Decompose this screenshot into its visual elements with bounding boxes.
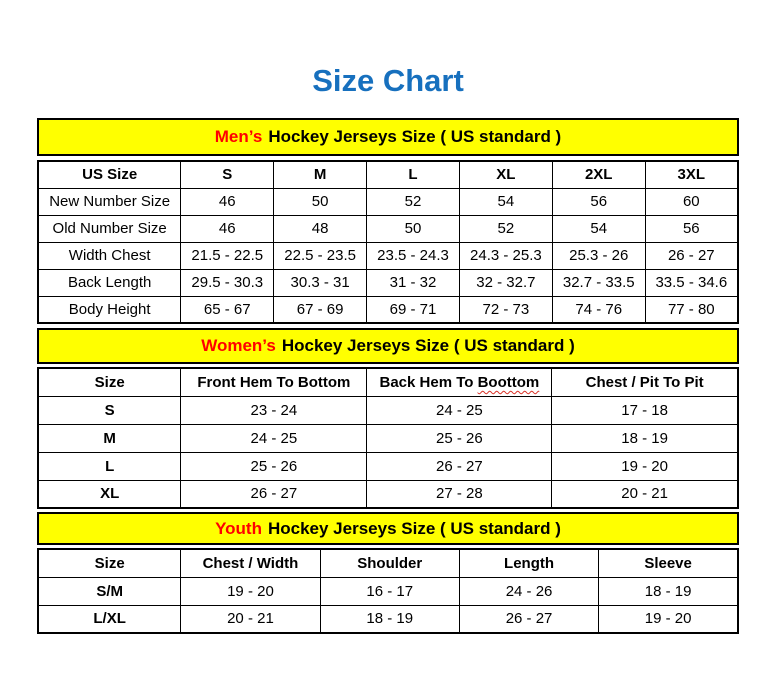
table-cell: 23.5 - 24.3	[367, 242, 460, 269]
mens-size-table	[37, 160, 739, 324]
womens-section-banner	[37, 328, 739, 364]
table-cell: 74 - 76	[552, 296, 645, 323]
table-cell: 24 - 25	[367, 396, 552, 424]
column-header	[367, 368, 552, 396]
column-header: Chest / Pit To Pit	[552, 368, 738, 396]
youth-header-row	[38, 549, 738, 577]
table-cell: 69 - 71	[367, 296, 460, 323]
column-header: US Size	[38, 161, 181, 188]
table-cell: 26 - 27	[367, 452, 552, 480]
table-cell: 26 - 27	[459, 605, 598, 633]
table-cell: 20 - 21	[552, 480, 738, 508]
column-header: Front Hem To Bottom	[181, 368, 367, 396]
misspelled-word: Boottom	[477, 373, 540, 391]
table-cell: 18 - 19	[599, 577, 738, 605]
table-cell: 29.5 - 30.3	[181, 269, 274, 296]
row-label: New Number Size	[38, 188, 181, 215]
table-cell: 67 - 69	[274, 296, 367, 323]
column-header: Size	[38, 549, 181, 577]
table-row	[38, 577, 738, 605]
column-header: Chest / Width	[181, 549, 320, 577]
table-cell: 18 - 19	[320, 605, 459, 633]
womens-size-table	[37, 367, 739, 509]
table-row	[38, 269, 738, 296]
table-cell: 26 - 27	[181, 480, 367, 508]
youth-size-table	[37, 548, 739, 634]
womens-header-row	[38, 368, 738, 396]
table-cell: 54	[552, 215, 645, 242]
table-cell: 24 - 26	[459, 577, 598, 605]
table-cell: 19 - 20	[181, 577, 320, 605]
table-cell: 23 - 24	[181, 396, 367, 424]
column-header: Shoulder	[320, 549, 459, 577]
column-header: L	[367, 161, 460, 188]
table-row	[38, 424, 738, 452]
table-cell: 19 - 20	[552, 452, 738, 480]
table-cell: 30.3 - 31	[274, 269, 367, 296]
table-cell: 46	[181, 188, 274, 215]
row-label: XL	[38, 480, 181, 508]
table-row	[38, 242, 738, 269]
table-cell: 25.3 - 26	[552, 242, 645, 269]
table-row	[38, 452, 738, 480]
row-label: Body Height	[38, 296, 181, 323]
table-cell: 17 - 18	[552, 396, 738, 424]
column-header: XL	[459, 161, 552, 188]
column-header: S	[181, 161, 274, 188]
table-cell: 27 - 28	[367, 480, 552, 508]
row-label: Back Length	[38, 269, 181, 296]
table-cell: 32 - 32.7	[459, 269, 552, 296]
table-cell: 18 - 19	[552, 424, 738, 452]
row-label: S	[38, 396, 181, 424]
table-cell: 26 - 27	[645, 242, 738, 269]
table-cell: 77 - 80	[645, 296, 738, 323]
column-header: M	[274, 161, 367, 188]
youth-banner-text: Hockey Jerseys Size ( US standard )	[267, 518, 561, 538]
table-row	[38, 480, 738, 508]
youth-banner-highlight: Youth	[215, 518, 262, 538]
table-cell: 25 - 26	[181, 452, 367, 480]
table-cell: 20 - 21	[181, 605, 320, 633]
page-title: Size Chart	[312, 63, 464, 98]
table-cell: 54	[459, 188, 552, 215]
table-cell: 56	[552, 188, 645, 215]
table-cell: 25 - 26	[367, 424, 552, 452]
table-cell: 50	[367, 215, 460, 242]
table-cell: 46	[181, 215, 274, 242]
table-cell: 24.3 - 25.3	[459, 242, 552, 269]
table-cell: 52	[459, 215, 552, 242]
table-row	[38, 396, 738, 424]
table-cell: 16 - 17	[320, 577, 459, 605]
table-cell: 19 - 20	[599, 605, 738, 633]
table-cell: 24 - 25	[181, 424, 367, 452]
table-row	[38, 215, 738, 242]
column-header: 3XL	[645, 161, 738, 188]
table-cell: 50	[274, 188, 367, 215]
table-row	[38, 296, 738, 323]
table-cell: 22.5 - 23.5	[274, 242, 367, 269]
table-row	[38, 188, 738, 215]
column-header: 2XL	[552, 161, 645, 188]
table-cell: 33.5 - 34.6	[645, 269, 738, 296]
row-label: M	[38, 424, 181, 452]
column-header: Size	[38, 368, 181, 396]
row-label: S/M	[38, 577, 181, 605]
row-label: L	[38, 452, 181, 480]
column-header: Length	[459, 549, 598, 577]
table-cell: 31 - 32	[367, 269, 460, 296]
table-cell: 52	[367, 188, 460, 215]
table-cell: 21.5 - 22.5	[181, 242, 274, 269]
mens-section-banner	[37, 118, 739, 156]
table-cell: 48	[274, 215, 367, 242]
table-cell: 72 - 73	[459, 296, 552, 323]
table-cell: 32.7 - 33.5	[552, 269, 645, 296]
size-chart-content	[37, 118, 739, 634]
mens-header-row	[38, 161, 738, 188]
mens-banner-highlight: Men’s	[214, 127, 263, 146]
row-label: Old Number Size	[38, 215, 181, 242]
table-cell: 56	[645, 215, 738, 242]
column-header: Sleeve	[599, 549, 738, 577]
table-cell: 60	[645, 188, 738, 215]
table-row	[38, 605, 738, 633]
column-header-text: Back Hem To	[379, 373, 478, 391]
womens-banner-highlight: Women’s	[201, 336, 276, 355]
row-label: Width Chest	[38, 242, 181, 269]
row-label: L/XL	[38, 605, 181, 633]
youth-section-banner	[37, 512, 739, 545]
womens-banner-text: Hockey Jerseys Size ( US standard )	[281, 336, 575, 355]
mens-banner-text: Hockey Jerseys Size ( US standard )	[268, 127, 562, 146]
table-cell: 65 - 67	[181, 296, 274, 323]
